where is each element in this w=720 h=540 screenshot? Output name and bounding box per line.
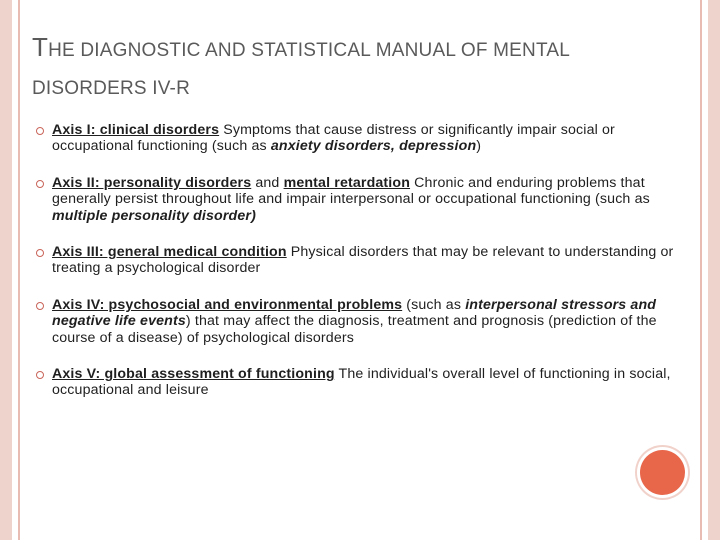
bullet-circle-icon (36, 127, 44, 135)
axis-example: anxiety disorders, depression (270, 138, 477, 155)
axis-example: interpersonal stressors and negative life events (52, 296, 657, 330)
axis-term: Axis I: clinical disorders (52, 122, 220, 138)
axis-term: Axis V: global assessment of functioning (52, 366, 335, 383)
title-line2-end: IV-R (152, 78, 191, 99)
left-border-band (0, 0, 12, 540)
axis-description-end: ) that may affect the diagnosis, treatment and prognosis (prediction of the course of a disease) of psychological disorders (52, 313, 657, 346)
right-border-band (708, 0, 720, 540)
bullet-circle-icon (36, 371, 44, 379)
decorative-circle (640, 450, 685, 495)
axis-description: Physical disorders that may be relevant to understanding or treating a psychological disorder (52, 244, 674, 277)
list-item-axis-2 (36, 175, 676, 224)
list-item-axis-3 (36, 244, 676, 277)
axis-term: Axis III: general medical condition (52, 244, 287, 261)
axis-description-end: ) (476, 138, 482, 155)
title-initial-d: D (32, 78, 46, 99)
axis-term-secondary: mental retardation (283, 174, 411, 191)
axis-term: Axis II: personality disorders (52, 174, 252, 191)
axis-example: multiple personality disorder) (52, 207, 256, 224)
list-item-axis-5 (36, 366, 676, 399)
bullet-list (36, 122, 676, 419)
axis-description: Chronic and enduring problems that generally persist throughout life and impair interpersonal or occupational functioning (such as (52, 174, 650, 208)
list-item-axis-1 (36, 122, 676, 155)
right-border-line (700, 0, 702, 540)
title-initial-t: T (32, 32, 49, 62)
axis-description: (such as (402, 296, 466, 313)
axis-description: Symptoms that cause distress or significantly impair social or occupational functioning (such as (52, 122, 615, 155)
axis-description: The individual's overall level of functioning in social, occupational and leisure (52, 366, 671, 399)
left-border-line (18, 0, 20, 540)
axis-connector: and (251, 174, 284, 191)
axis-term: Axis IV: psychosocial and environmental problems (52, 296, 403, 313)
list-item-axis-4 (36, 297, 676, 346)
bullet-circle-icon (36, 302, 44, 310)
slide-title (32, 30, 672, 106)
bullet-circle-icon (36, 249, 44, 257)
title-line1-rest: HE DIAGNOSTIC AND STATISTICAL MANUAL OF MENTAL (48, 40, 571, 61)
title-line2-mid: ISORDERS (45, 78, 153, 99)
bullet-circle-icon (36, 180, 44, 188)
